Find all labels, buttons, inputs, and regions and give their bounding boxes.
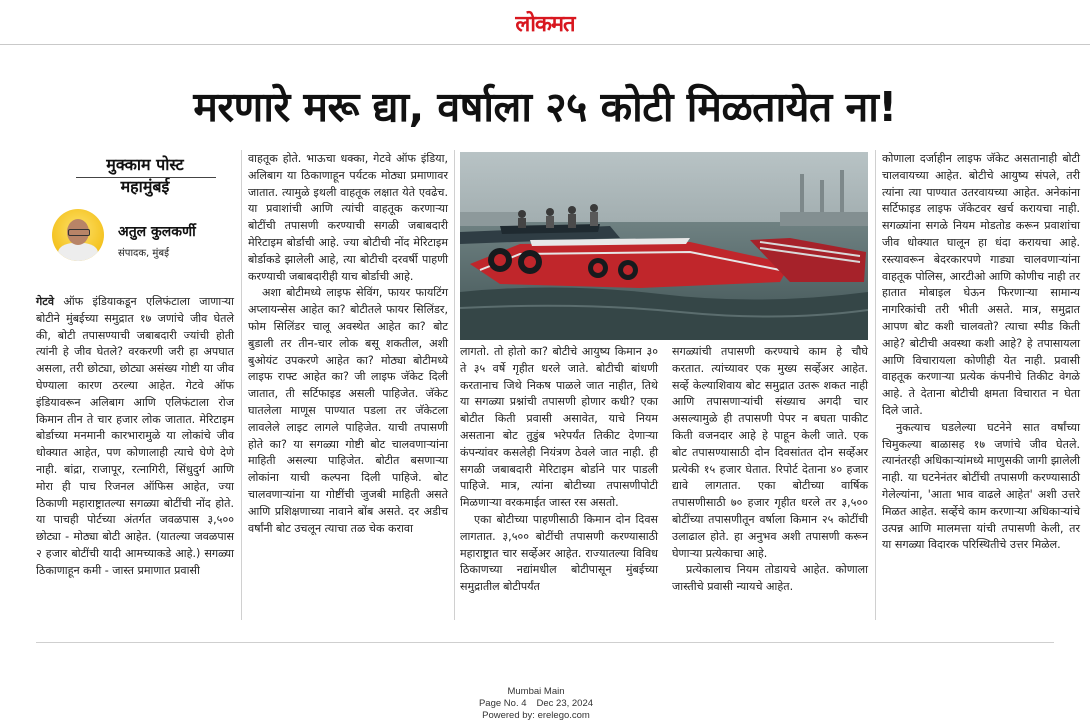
col2-paragraph-1: वाहतूक होते. भाऊचा धक्का, गेटवे ऑफ इंडिया, अलिबाग या ठिकाणाहून पर्यटक मोठ्या प्रमाणावर जातात. त्यामुळे इथली वाहतूक लक्षात येते एवढेच. या प्रवाशांची आणि त्यांची वाहतूक करणाऱ्या बोटींची तपासणी करण्याची सगळी जबाबदारी मेरिटाइम बोर्डाची आहे. ज्या बोटीची नोंद मेरिटाइम बोर्डाकडे झालेली आहे, त्या बोटीची दरवर्षी पाहणी करण्याची जबाबदारीही याच बोर्डाची आहे. bbox=[248, 152, 448, 283]
article-column-1 bbox=[36, 294, 234, 580]
powered-by[interactable]: Powered by: erelego.com bbox=[482, 710, 590, 721]
col5-paragraph-2: नुकत्याच घडलेल्या घटनेने सात वर्षांच्या चिमुकल्या बाळासह १७ जणांचे जीव घेतले. त्यानंतरही अधिकाऱ्यांमध्ये माणुसकी जागी झालेली नाही. या घटनेनंतर बोटींची तपासणी करण्यासाठी गेलेल्यांना, 'आता भाव वाढले आहेत' अशी उत्तरे मिळत आहेत. सर्व्हेचे काम करणाऱ्या अधिकाऱ्यांचे उत्पन्न आणि मालमत्ता यांची तपासणी केली, तर या सगळ्या विदारक परिस्थितीचे उत्तर मिळेल. bbox=[882, 420, 1080, 552]
byline-rule bbox=[76, 177, 216, 178]
column-title-line1: मुक्काम पोस्ट bbox=[106, 155, 184, 174]
author-role: संपादक, मुंबई bbox=[118, 248, 169, 259]
column-title bbox=[52, 154, 238, 198]
col4-paragraph-1: सगळ्यांची तपासणी करण्याचे काम हे चौघे करतात. त्यांच्यावर एक मुख्य सर्व्हेअर आहेत. सर्व्हे केल्याशिवाय बोट समुद्रात उतरू शकत नाही आणि तपासणाऱ्यांची संख्याच अगदी चार असल्यामुळे ही तपासणी पेपर न बघता पाकीट किती वजनदार आहे हे पाहून केली जाते. एक बोट तपासण्यासाठी दोन दिवसांतत दोन सर्व्हेअर प्रत्येकी १५ हजार घेतात. रिपोर्ट देताना ४० हजार द्यावे लागतात. एका बोटीच्या वार्षिक तपासणीसाठी ७० हजार गृहीत धरले तर ३,५०० बोटींच्या तपासणीतून वर्षाला किमान २५ कोटींची उलाढाल होते. हा अनुभव अशी तपासणी करून घेणाऱ्या प्रत्येकाचा आहे. bbox=[672, 345, 868, 560]
lokmat-logo: लोकमत bbox=[515, 11, 575, 37]
col3-paragraph-2: एका बोटीच्या पाहणीसाठी किमान दोन दिवस लागतात. ३,५०० बोटींची तपासणी करण्यासाठी महाराष्ट्रात चार सर्व्हेअर आहेत. राज्यातल्या विविध ठिकाणच्या नद्यांमधील बोटीपासून मुंबईच्या समुद्रातील बोटीपर्यंत bbox=[460, 512, 658, 594]
col2-paragraph-2: अशा बोटीमध्ये लाइफ सेविंग, फायर फायटिंग अप्लायन्सेस आहेत का? बोटीतले फायर सिलिंडर, फोम सिलिंडर चालू अवस्थेत आहेत का? बोट बुडाली तर तीन-चार लोक बसू शकतील, अशी बुओयंट उपकरणे आहेत का? मोठ्या बोटीमध्ये लाइफ राफ्ट आहेत का? जी लाइफ जॅकेट दिली जातात, ती सर्टिफाइड असली पाहिजेत. जॅकेट घातलेला माणूस पाण्यात पडला तर जॅकेटला लावलेले लाइट लागले पाहिजेत. याची तपासणी होते का? या सगळ्या गोष्टी बोट चालवणाऱ्यांना माहिती असल्या पाहिजेत. बोटीत बसणाऱ्या लोकांना याची कल्पना दिली पाहिजे. बोट चालवणाऱ्यांना या गोष्टींची जुजबी माहिती असते आणि प्रशिक्षणाच्या नावाने बोंब असते. दर अडीच वर्षांनी बोट उचलून त्याचा तळ चेक करावा bbox=[248, 286, 448, 535]
col1-paragraph: ऑफ इंडियाकडून एलिफंटाला जाणाऱ्या बोटीने मुंबईच्या समुद्रात १७ जणांचे जीव घेतले की, बोटी तपासण्याची जबाबदारी ज्यांची होती त्यांनी हे जीव घेतले? वरकरणी जरी हा अपघात असला, तरी छोट्या, छोट्या असंख्य गोष्टी या जीव घेण्याला कारण ठरल्या आहेत. गेटवे ऑफ इंडियावरून अलिबाग आणि एलिफंटाला रोज किमान तीन ते चार हजार लोक जातात. मेरिटाइम बोर्डाच्या मनमानी कारभारामुळे या लोकांचे जीव धोक्यात आहेत, पण कोणालाही त्याचे घेणे देणे नाही. बांद्रा, राजापूर, रत्नागिरी, सिंधुदुर्ग आणि मोरा ही पाच रिजनल ऑफिस आहेत, ज्या ठिकाणी महाराष्ट्रातल्या सगळ्या बोटींची नोंद होते. या पाचही पोर्टच्या अंतर्गत जवळपास ३,५०० छोट्या - मोठ्या बोटी आहेत. (यातल्या जवळपास २ हजार बोटींची यादी आमच्याकडे आहे.) सगळ्या ठिकाणाहून कमी - जास्त प्रमाणात प्रवासी bbox=[36, 295, 234, 577]
article-column-5 bbox=[882, 151, 1080, 554]
lead-word: गेटवे bbox=[36, 295, 55, 308]
author-name: अतुल कुलकर्णी bbox=[118, 224, 196, 240]
page-number: Page No. 4 bbox=[478, 698, 527, 709]
author-avatar bbox=[52, 209, 104, 261]
column-divider bbox=[454, 150, 455, 620]
column-title-line2: महामुंबई bbox=[120, 177, 170, 196]
article-photo bbox=[460, 152, 868, 340]
col4-paragraph-2: प्रत्येकालाच नियम तोडायचे आहेत. कोणाला जास्तीचे प्रवासी न्यायचे आहेत. bbox=[672, 563, 868, 594]
col5-paragraph-1: कोणाला दर्जाहीन लाइफ जॅकेट असतानाही बोटी चालवायच्या आहेत. बोटीचे आयुष्य संपले, तरी त्यांना त्या पाण्यात उतरवायच्या आहेत. अनेकांना सर्टिफाइड लाइफ जॅकेटवर खर्च करायचा नाही. सगळ्यांना सगळे नियम मोडतोड करून प्रवाशांचा जीव धोक्यात घालून हा धंदा करायचा आहे. रस्त्यावरून बेदरकारपणे गाड्या चालवणाऱ्यांना वाहतूक पोलिस, आरटीओ आणि कोणीच नाही तर हातात मोबाइल घेऊन फिरणाऱ्या सामान्य नागरिकांची तरी भीती असते. मात्र, समुद्रात आपण बोट कशी चालवतो? त्याचा स्पीड किती आहे? बोटीची अवस्था कशी आहे? हे तपासायला आणि विचारायला कोणीही येत नाही. प्रवासी वाहतूक करणाऱ्या प्रत्येक कंपनीचे तिकीट वेगळे आहे. ते देताना बोटीची क्षमता विचारात न घेता दिले जाते. bbox=[882, 152, 1080, 417]
column-divider bbox=[241, 150, 242, 620]
article-column-2 bbox=[248, 151, 448, 537]
column-divider bbox=[875, 150, 876, 620]
masthead bbox=[0, 0, 1090, 45]
publish-date: Dec 23, 2024 bbox=[536, 698, 594, 709]
article-column-3 bbox=[460, 344, 658, 596]
capsized-boat-illustration bbox=[460, 152, 868, 340]
edition-label: Mumbai Main bbox=[507, 686, 565, 697]
article-headline: मरणारे मरू द्या, वर्षाला २५ कोटी मिळतायेत ना! bbox=[193, 83, 897, 131]
col3-paragraph-1: लागतो. तो होतो का? बोटीचे आयुष्य किमान ३० ते ३५ वर्षे गृहीत धरले जाते. बोटीची बांधणी करतानाच जिथे निकष पाळले जात नाहीत, तिथे या सगळ्या प्रश्नांची तपासणी होणार कधी? एका बोटीत किती प्रवासी असावेत, याचे नियम असताना बोट तुडुंब भरेपर्यंत तिकीट देणाऱ्या कंपन्यांवर कसलेही नियंत्रण ठेवले जात नाही. ही सगळी जबाबदारी मेरिटाइम बोर्डाने पार पाडली पाहिजे. मात्र, त्यांना बोटीच्या तपासणीपोटी मिळणाऱ्या वरकमाईत जास्त रस असतो. bbox=[460, 345, 658, 510]
article-column-4 bbox=[672, 344, 868, 596]
page-footer bbox=[0, 686, 1072, 722]
bottom-rule bbox=[36, 642, 1054, 643]
